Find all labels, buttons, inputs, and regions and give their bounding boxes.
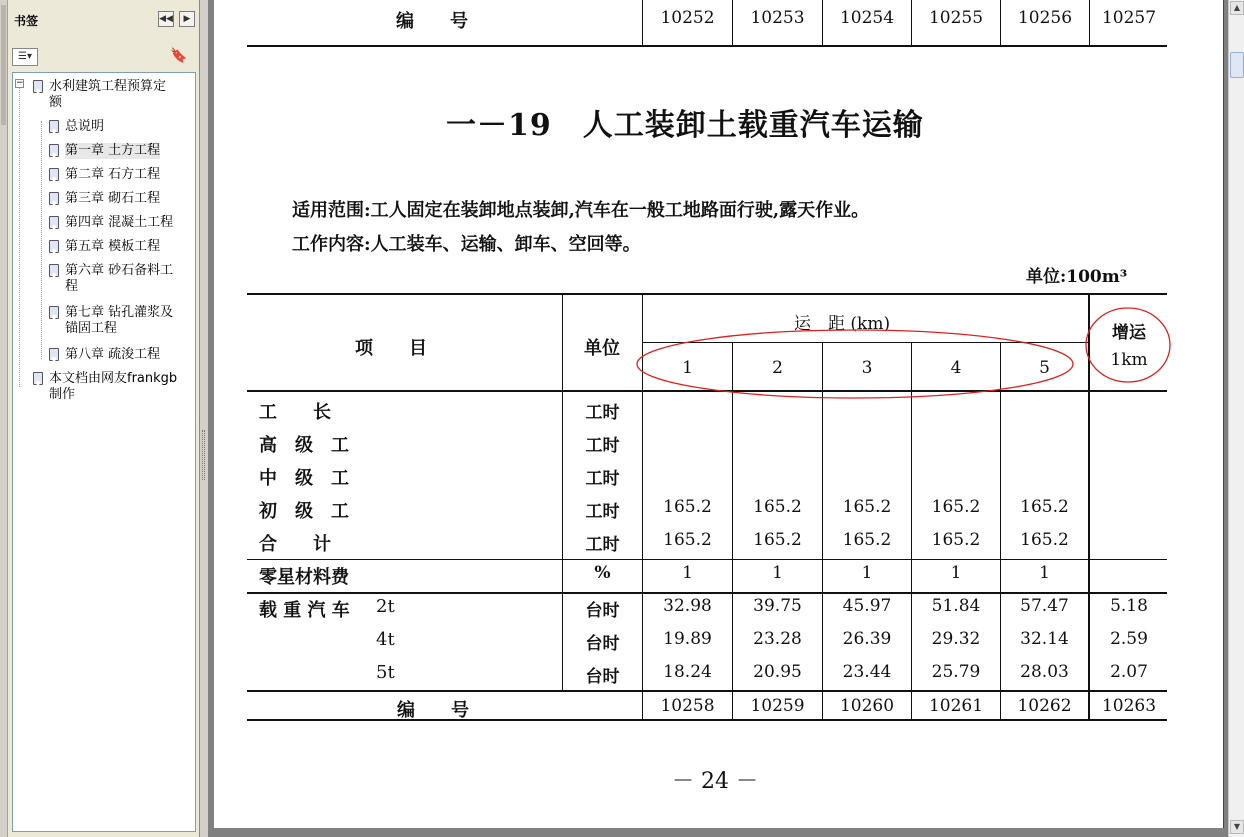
panel-toolbar: [8, 44, 200, 70]
row-unit: 工时: [585, 535, 620, 555]
bookmark-label: 第五章 模板工程: [65, 239, 161, 254]
scroll-up-icon[interactable]: ▲: [1230, 1, 1244, 15]
splitter-grip: [202, 430, 205, 480]
rule: [247, 293, 1167, 295]
rule: [247, 559, 1167, 560]
code-label: 编 号: [397, 700, 469, 721]
rule: [247, 690, 1167, 692]
code-cell: 10260: [839, 696, 895, 716]
header-distance: 运 距 (km): [794, 314, 891, 334]
prev-code-label: 编 号: [396, 11, 468, 32]
row-unit: 工时: [585, 436, 620, 456]
bookmark-icon: [33, 372, 43, 385]
bookmark-icon: [33, 80, 43, 93]
vertical-scrollbar[interactable]: [1228, 0, 1244, 837]
bookmark-icon: [49, 120, 59, 133]
bookmark-chapter-2[interactable]: [49, 167, 160, 183]
table-cell: 20.95: [753, 662, 802, 682]
bookmark-icon: [49, 264, 59, 277]
code-cell: 10258: [660, 696, 715, 716]
prev-code: 10252: [660, 8, 715, 28]
distance-3: 3: [861, 358, 873, 378]
row-item-sublabel: 2t: [376, 596, 395, 617]
prev-code: 10254: [839, 8, 895, 28]
code-cell: 10259: [750, 696, 805, 716]
prev-code: 10253: [750, 8, 805, 28]
row-item-label: 初 级 工: [259, 501, 349, 522]
table-cell: 19.89: [663, 629, 712, 649]
row-item-label: 高 级 工: [259, 435, 349, 456]
section-title: 一－19 人工装卸土载重汽车运输: [446, 108, 924, 143]
code-cell: 10263: [1101, 696, 1157, 716]
panel-splitter[interactable]: [200, 0, 208, 837]
bookmark-root[interactable]: [33, 79, 166, 111]
table-cell: 32.98: [663, 596, 712, 616]
bookmark-icon: [49, 348, 59, 361]
table-cell: 165.2: [842, 497, 892, 517]
table-cell: 165.2: [931, 497, 981, 517]
bookmark-label-cont: 程: [65, 279, 79, 294]
header-extra-line2: 1km: [1110, 350, 1148, 370]
prev-code: 10256: [1017, 8, 1073, 28]
rule: [247, 45, 1167, 47]
row-unit: 工时: [585, 469, 620, 489]
table-cell: 23.44: [842, 662, 892, 682]
bookmark-chapter-4[interactable]: [49, 215, 173, 231]
distance-4: 4: [950, 358, 962, 378]
unit-note: 单位:100m³: [1026, 267, 1128, 287]
bookmark-label: 第七章 钻孔灌浆及: [65, 305, 174, 320]
table-cell: 28.03: [1020, 662, 1069, 682]
bookmark-icon: [49, 306, 59, 319]
work-content-text: 工作内容:人工装车、运输、卸车、空回等。: [292, 234, 641, 255]
document-page: [214, 0, 1224, 828]
bookmark-label: 第四章 混凝土工程: [65, 215, 174, 230]
table-cell: 165.2: [663, 497, 712, 517]
row-item-label: 零星材料费: [259, 567, 349, 588]
page-number: － 24 －: [672, 769, 758, 794]
table-cell: 25.79: [931, 662, 981, 682]
table-cell: 23.28: [753, 629, 802, 649]
bookmark-label: 本文档由网友frankgb: [49, 371, 178, 386]
row-unit: 工时: [585, 403, 620, 423]
prev-code: 10255: [928, 8, 984, 28]
rule: [247, 592, 1167, 594]
header-unit: 单位: [584, 338, 620, 359]
row-item-label: 工 长: [259, 402, 331, 423]
bookmark-label-cont: 锚固工程: [65, 321, 118, 336]
tree-guide: [41, 121, 42, 359]
distance-1: 1: [682, 358, 693, 378]
table-cell: 2.07: [1110, 662, 1148, 682]
table-cell: 57.47: [1020, 596, 1069, 616]
row-item-label: 载 重 汽 车: [259, 600, 350, 621]
table-cell: 1: [682, 563, 693, 583]
bookmark-label: 第六章 砂石备料工: [65, 263, 174, 278]
table-cell: 165.2: [931, 530, 981, 550]
table-cell: 1: [950, 563, 962, 583]
bookmark-chapter-7[interactable]: [49, 305, 173, 337]
table-cell: 45.97: [842, 596, 892, 616]
row-item-label: 中 级 工: [259, 468, 349, 489]
code-cell: 10262: [1017, 696, 1072, 716]
bookmarks-panel: [8, 0, 200, 837]
table-cell: 18.24: [663, 662, 712, 682]
row-item-label: 合 计: [259, 534, 331, 555]
table-cell: 1: [1039, 563, 1050, 583]
table-cell: 1: [861, 563, 873, 583]
table-cell: 165.2: [663, 530, 712, 550]
table-cell: 26.39: [842, 629, 892, 649]
prev-code: 10257: [1101, 8, 1157, 28]
panel-title: 书签: [14, 14, 39, 28]
row-item-sublabel: 5t: [376, 662, 395, 683]
bookmark-label: 第三章 砌石工程: [65, 191, 161, 206]
row-item-sublabel: 4t: [376, 629, 395, 650]
header-extra-line1: 增运: [1112, 323, 1146, 343]
row-unit: 工时: [585, 502, 620, 522]
bookmark-chapter-3[interactable]: [49, 191, 160, 207]
tree-guide: [19, 87, 20, 387]
row-unit: 台时: [585, 601, 620, 621]
bookmark-general-notes[interactable]: [49, 119, 104, 135]
scroll-thumb[interactable]: [1230, 52, 1244, 78]
bookmark-icon: [49, 144, 59, 157]
table-cell: 165.2: [1020, 530, 1069, 550]
row-unit: 台时: [585, 634, 620, 654]
bookmark-tree: [12, 72, 196, 832]
table-cell: 39.75: [753, 596, 802, 616]
table-cell: 165.2: [753, 530, 802, 550]
bookmark-icon: [49, 192, 59, 205]
scroll-down-icon[interactable]: ▼: [1230, 820, 1244, 834]
collapse-left-icon[interactable]: ◀◀: [158, 11, 174, 27]
left-nav-strip[interactable]: [0, 0, 8, 837]
table-cell: 165.2: [753, 497, 802, 517]
bookmark-label: 水利建筑工程预算定: [49, 79, 167, 94]
bookmark-icon: [49, 216, 59, 229]
header-item: 项 目: [355, 338, 427, 359]
table-cell: 29.32: [931, 629, 981, 649]
close-panel-icon[interactable]: ▶: [179, 11, 195, 27]
bookmark-author-note[interactable]: [33, 371, 177, 403]
rule: [247, 719, 1167, 721]
bookmark-chapter-8[interactable]: [49, 347, 160, 363]
row-unit: 台时: [585, 667, 620, 687]
options-menu-icon[interactable]: ☰▾: [12, 48, 38, 66]
bookmark-label: 第八章 疏浚工程: [65, 347, 161, 362]
table-cell: 165.2: [842, 530, 892, 550]
table-cell: 32.14: [1020, 629, 1069, 649]
bookmark-chapter-5[interactable]: [49, 239, 160, 255]
bookmark-icon: [49, 168, 59, 181]
table-cell: 165.2: [1020, 497, 1069, 517]
table-cell: 2.59: [1110, 629, 1148, 649]
bookmark-label: 总说明: [65, 119, 105, 134]
collapse-toggle-icon[interactable]: −: [16, 78, 24, 88]
rule: [642, 342, 1088, 343]
bookmark-chapter-1[interactable]: [49, 143, 160, 159]
distance-5: 5: [1039, 358, 1050, 378]
nav-strip-notch: [1, 5, 6, 125]
bookmark-label-cont: 额: [49, 95, 63, 110]
bookmark-icon: [49, 240, 59, 253]
bookmark-label: 第二章 石方工程: [65, 167, 161, 182]
scope-text: 适用范围:工人固定在装卸地点装卸,汽车在一般工地路面行驶,露天作业。: [292, 200, 870, 221]
bookmark-label-cont: 制作: [49, 387, 76, 402]
table-cell: 1: [772, 563, 783, 583]
bookmark-chapter-6[interactable]: [49, 263, 173, 295]
bookmark-find-icon[interactable]: 🔖: [170, 48, 188, 64]
row-unit: %: [594, 563, 611, 583]
table-cell: 5.18: [1110, 596, 1148, 616]
code-cell: 10261: [928, 696, 984, 716]
distance-2: 2: [772, 358, 783, 378]
panel-header: [8, 0, 200, 40]
bookmark-label: 第一章 土方工程: [65, 143, 161, 158]
table-cell: 51.84: [931, 596, 981, 616]
rule: [247, 390, 1167, 392]
